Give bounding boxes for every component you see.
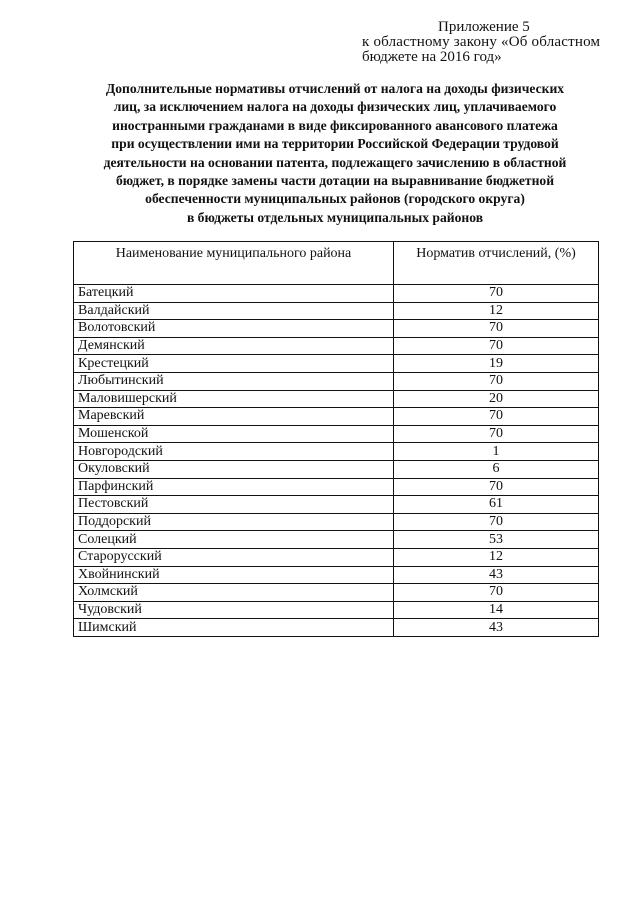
district-name-cell: Чудовский bbox=[74, 601, 394, 619]
table-row bbox=[74, 408, 599, 426]
district-name-cell: Волотовский bbox=[74, 320, 394, 338]
district-name-cell: Крестецкий bbox=[74, 355, 394, 373]
table-row bbox=[74, 478, 599, 496]
document-title bbox=[70, 80, 600, 227]
district-name-cell: Холмский bbox=[74, 584, 394, 602]
table-row bbox=[74, 320, 599, 338]
norm-value-cell: 70 bbox=[394, 584, 599, 602]
table-row bbox=[74, 496, 599, 514]
appendix-law-reference: к областному закону «Об областном bbox=[362, 34, 601, 50]
district-name-cell: Демянский bbox=[74, 337, 394, 355]
appendix-number: Приложение 5 bbox=[438, 19, 530, 35]
table-row bbox=[74, 425, 599, 443]
norm-value-cell: 43 bbox=[394, 619, 599, 637]
norm-value-cell: 53 bbox=[394, 531, 599, 549]
norm-value-cell: 20 bbox=[394, 390, 599, 408]
table-row bbox=[74, 355, 599, 373]
district-name-cell: Батецкий bbox=[74, 285, 394, 303]
table-row bbox=[74, 584, 599, 602]
norm-value-cell: 70 bbox=[394, 320, 599, 338]
table-row bbox=[74, 601, 599, 619]
table-row bbox=[74, 337, 599, 355]
header-norm-percent: Норматив отчислений, (%) bbox=[394, 242, 599, 285]
district-name-cell: Окуловский bbox=[74, 460, 394, 478]
header-district-name: Наименование муниципального района bbox=[74, 242, 394, 285]
norm-value-cell: 12 bbox=[394, 302, 599, 320]
title-line: Дополнительные нормативы отчислений от налога на доходы физических bbox=[105, 81, 565, 96]
norms-table bbox=[73, 241, 599, 637]
norm-value-cell: 14 bbox=[394, 601, 599, 619]
district-name-cell: Парфинский bbox=[74, 478, 394, 496]
table-body bbox=[74, 285, 599, 637]
title-line: деятельности на основании патента, подлежащего зачислению в областной bbox=[103, 154, 567, 170]
norm-value-cell: 70 bbox=[394, 408, 599, 426]
norm-value-cell: 70 bbox=[394, 478, 599, 496]
district-name-cell: Поддорский bbox=[74, 513, 394, 531]
title-line: при осуществлении ими на территории Российской Федерации трудовой bbox=[111, 136, 559, 152]
table-row bbox=[74, 443, 599, 461]
table-row bbox=[74, 285, 599, 303]
table-row bbox=[74, 372, 599, 390]
norm-value-cell: 61 bbox=[394, 496, 599, 514]
norm-value-cell: 43 bbox=[394, 566, 599, 584]
norm-value-cell: 70 bbox=[394, 425, 599, 443]
title-line: бюджет, в порядке замены части дотации на выравнивание бюджетной bbox=[115, 173, 555, 189]
table-row bbox=[74, 566, 599, 584]
table-row bbox=[74, 513, 599, 531]
norm-value-cell: 70 bbox=[394, 372, 599, 390]
title-line: лиц, за исключением налога на доходы физических лиц, уплачиваемого bbox=[113, 99, 557, 115]
table-row bbox=[74, 302, 599, 320]
table-header-row bbox=[74, 242, 599, 285]
district-name-cell: Новгородский bbox=[74, 443, 394, 461]
norm-value-cell: 70 bbox=[394, 337, 599, 355]
norm-value-cell: 19 bbox=[394, 355, 599, 373]
district-name-cell: Шимский bbox=[74, 619, 394, 637]
table-row bbox=[74, 619, 599, 637]
table-row bbox=[74, 460, 599, 478]
appendix-law-name: бюджете на 2016 год» bbox=[362, 49, 502, 65]
norm-value-cell: 1 bbox=[394, 443, 599, 461]
district-name-cell: Солецкий bbox=[74, 531, 394, 549]
district-name-cell: Старорусский bbox=[74, 548, 394, 566]
title-line: в бюджеты отдельных муниципальных районов bbox=[186, 209, 484, 225]
district-name-cell: Маловишерский bbox=[74, 390, 394, 408]
norm-value-cell: 6 bbox=[394, 460, 599, 478]
appendix-reference bbox=[362, 20, 622, 65]
district-name-cell: Мошенской bbox=[74, 425, 394, 443]
norm-value-cell: 12 bbox=[394, 548, 599, 566]
table-row bbox=[74, 531, 599, 549]
district-name-cell: Любытинский bbox=[74, 372, 394, 390]
norm-value-cell: 70 bbox=[394, 285, 599, 303]
table-row bbox=[74, 548, 599, 566]
district-name-cell: Валдайский bbox=[74, 302, 394, 320]
district-name-cell: Пестовский bbox=[74, 496, 394, 514]
norm-value-cell: 70 bbox=[394, 513, 599, 531]
district-name-cell: Маревский bbox=[74, 408, 394, 426]
title-line: обеспеченности муниципальных районов (городского округа) bbox=[145, 191, 525, 207]
table-row bbox=[74, 390, 599, 408]
district-name-cell: Хвойнинский bbox=[74, 566, 394, 584]
title-line: иностранными гражданами в виде фиксированного авансового платежа bbox=[112, 117, 558, 133]
